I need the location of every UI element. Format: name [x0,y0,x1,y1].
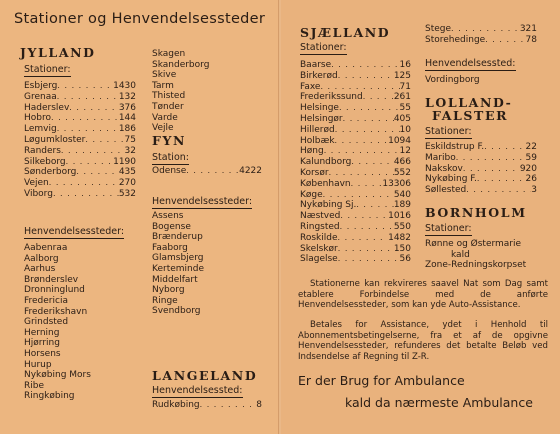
station-row: Sønderborg . . . 435 [24,167,136,178]
station-row: Eskildstrup F. . . . 22 [425,142,537,153]
list-item: Frederikshavn [24,306,88,317]
station-row: Storehedinge . . . 78 [425,35,537,46]
station-row: Vejen . . . 270 [24,178,136,189]
jylland-station-list [24,81,136,200]
station-row: Ringsted . . . 550 [300,222,411,233]
station-row: København . . . 13306 [300,179,411,190]
ambulance-line-2: kald da nærmeste Ambulance [345,395,533,410]
list-item: Thisted [152,91,186,102]
station-row: Hobro . . . 144 [24,113,136,124]
station-row: Maribo . . . 59 [425,153,537,164]
region-heading-bornholm: BORNHOLM [425,205,527,220]
list-item: Skive [152,70,177,81]
right-page [281,0,560,434]
station-row: Frederikssund . . . 261 [300,92,411,103]
list-item: Middelfart [152,274,198,285]
station-row: Nakskov . . . 920 [425,164,537,175]
station-row: Viborg . . . 532 [24,189,136,200]
list-item: Horsens [24,348,61,359]
list-item: Herning [24,327,60,338]
list-item: Svendborg [152,306,201,317]
list-item: Nyborg [152,285,185,296]
list-item: Skagen [152,49,186,59]
list-item: Rønne og Østermarie [425,239,522,249]
station-row: Køge . . . 540 [300,190,411,201]
jylland-offices-label: Henvendelsessteder: [24,226,125,237]
station-row: Birkerød . . . 125 [300,71,411,82]
list-item: Skanderborg [152,59,210,70]
region-heading-falster: FALSTER [432,108,509,123]
sjaelland-stations-label: Stationer: [300,42,347,53]
station-row: Silkeborg . . . 1190 [24,157,136,168]
station-row: Skelskør . . . 150 [300,244,411,255]
station-row: Grenaa . . . 132 [24,92,136,103]
region-heading-jylland: JYLLAND [20,45,96,60]
list-item: Hurup [24,359,52,370]
station-row: Nykøbing F. . . . 26 [425,174,537,185]
list-item: Ribe [24,380,45,391]
region-heading-fyn: FYN [152,133,187,148]
lolland-station-list [425,142,537,196]
station-row: Løgumkloster . . . 75 [24,135,136,146]
list-item: kald [451,249,470,260]
station-row: Søllested . . . 3 [425,185,537,196]
list-item: Dronninglund [24,285,85,296]
station-row: Haderslev . . . 376 [24,103,136,114]
station-row: Høng . . . 12 [300,146,411,157]
list-item: Aabenraa [24,243,68,253]
lolland-stations-label: Stationer: [425,126,472,137]
jylland-stations-label: Stationer: [24,64,71,75]
fyn-offices-label: Henvendelsessteder: [152,196,253,207]
list-item: Tarm [152,80,174,91]
station-row: Hillerød . . . 10 [300,125,411,136]
station-row: Roskilde . . . 1482 [300,233,411,244]
station-row: Randers . . . 32 [24,146,136,157]
list-item: Zone-Redningskorpset [425,260,527,271]
station-row: Baarse . . . 16 [300,60,411,71]
list-item: Aarhus [24,264,56,275]
list-item: Vejle [152,123,174,134]
info-paragraph-2: Betales for Assistance, ydet i Henhold til Abonnementsbetingelserne, fra et af de opgivne Henvendelsessteder, refunderes det betalte Beløb ved Indsendelse af Regning til Z-R. [298,320,548,362]
sjaelland-office: Vordingborg [425,75,480,85]
list-item: Assens [152,211,184,221]
station-row: Rudkøbing . . . 8 [152,400,262,411]
list-item: Ringe [152,295,178,306]
station-row: Helsinge . . . 55 [300,103,411,114]
list-item: Varde [152,112,178,123]
list-item: Grindsted [24,317,69,328]
station-row: Korsør . . . 552 [300,168,411,179]
fyn-station-label: Station: [152,152,189,163]
list-item: Hjørring [24,338,60,349]
fyn-office-list [152,211,204,317]
list-item: Brænderup [152,232,203,243]
station-row: Holbæk . . . 1094 [300,136,411,147]
jylland-office-list [24,243,91,402]
station-row: Esbjerg . . . 1430 [24,81,136,92]
station-row: Slagelse . . . 56 [300,254,411,265]
list-item: Brønderslev [24,274,79,285]
list-item: Kerteminde [152,263,204,274]
region-heading-sjaelland: SJÆLLAND [300,25,391,40]
station-row: Stege . . . 321 [425,24,537,35]
station-row: Odense . . . 4222 [152,166,262,177]
sjaelland-station-list-continued [425,24,537,46]
jylland-office-list-continued [152,49,209,134]
region-heading-lolland: LOLLAND- [425,95,513,110]
langeland-office-label: Henvendelsessted: [152,385,243,396]
station-row: Faxe . . . 71 [300,82,411,93]
region-heading-langeland: LANGELAND [152,368,258,383]
list-item: Bogense [152,221,191,232]
list-item: Ringkøbing [24,391,75,402]
station-row: Kalundborg . . . 466 [300,157,411,168]
sjaelland-office-label: Henvendelsessted: [425,58,516,69]
station-row: Næstved . . . 1016 [300,211,411,222]
list-item: Glamsbjerg [152,253,204,264]
bornholm-stations-label: Stationer: [425,223,472,234]
station-row: Helsingør . . . 405 [300,114,411,125]
bornholm-lines [425,239,526,271]
fyn-station-list [152,166,262,177]
left-page [0,0,279,434]
langeland-station-list [152,400,262,411]
list-item: Faaborg [152,242,188,253]
ambulance-line-1: Er der Brug for Ambulance [298,373,465,388]
list-item: Tønder [152,101,184,112]
list-item: Fredericia [24,295,68,306]
sjaelland-station-list [300,60,411,265]
page-title: Stationer og Henvendelsessteder [14,11,266,27]
station-row: Lemvig . . . 186 [24,124,136,135]
list-item: Nykøbing Mors [24,370,91,381]
info-paragraph-1: Stationerne kan rekvireres saavel Nat som Dag samt etablere Forbindelse med de anførte Henvendelsessteder, som kan yde Auto-Assistance. [298,279,548,311]
station-row: Nykøbing Sj. . . . 189 [300,200,411,211]
list-item: Aalborg [24,253,59,264]
